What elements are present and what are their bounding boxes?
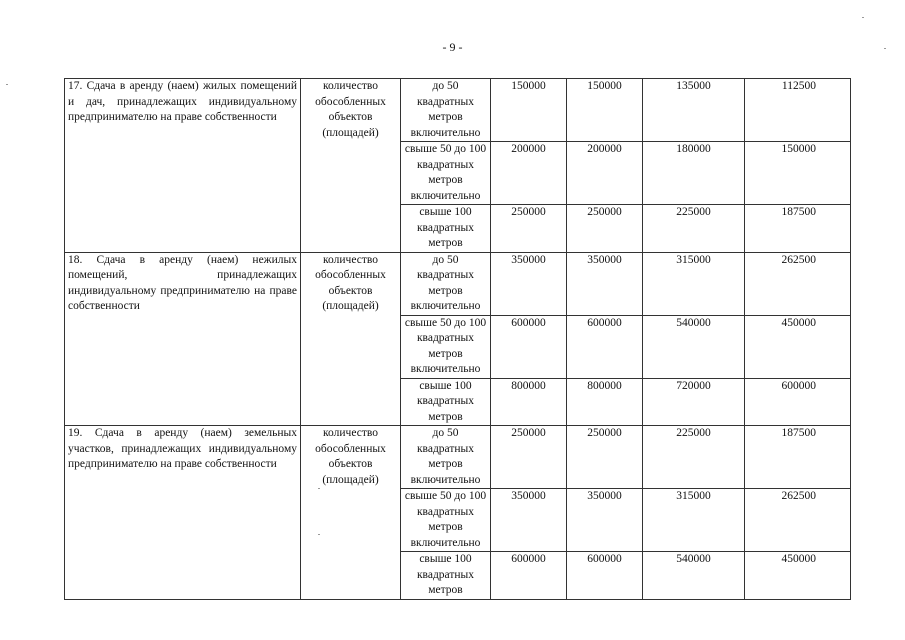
area-range: свыше 100 квадратных метров: [401, 378, 491, 426]
area-range: свыше 100 квадратных метров: [401, 205, 491, 253]
value-cell: 250000: [491, 426, 567, 489]
value-cell: 150000: [745, 142, 851, 205]
value-cell: 187500: [745, 205, 851, 253]
value-cell: 262500: [745, 489, 851, 552]
scan-speck: [862, 17, 864, 18]
value-cell: 350000: [491, 489, 567, 552]
unit-of-measure: количество обособленных объектов (площадей): [301, 426, 401, 600]
value-cell: 187500: [745, 426, 851, 489]
value-cell: 600000: [567, 552, 643, 600]
value-cell: 540000: [643, 552, 745, 600]
value-cell: 150000: [491, 79, 567, 142]
value-cell: 200000: [567, 142, 643, 205]
value-cell: 450000: [745, 552, 851, 600]
area-range: свыше 50 до 100 квадратных метров включительно: [401, 315, 491, 378]
area-range: до 50 квадратных метров включительно: [401, 79, 491, 142]
value-cell: 225000: [643, 205, 745, 253]
value-cell: 135000: [643, 79, 745, 142]
value-cell: 250000: [567, 426, 643, 489]
value-cell: 600000: [567, 315, 643, 378]
scan-speck: [6, 84, 8, 85]
area-range: до 50 квадратных метров включительно: [401, 252, 491, 315]
scan-speck: [318, 488, 320, 489]
table-row: [65, 252, 851, 315]
tax-rate-table: [64, 78, 851, 600]
value-cell: 800000: [567, 378, 643, 426]
value-cell: 450000: [745, 315, 851, 378]
value-cell: 250000: [491, 205, 567, 253]
table-row: [65, 426, 851, 489]
activity-description: 17. Сдача в аренду (наем) жилых помещений и дач, принадлежащих индивидуальному предпринимателю на праве собственности: [65, 79, 301, 253]
activity-description: 19. Сдача в аренду (наем) земельных участков, принадлежащих индивидуальному предпринимателю на праве собственности: [65, 426, 301, 600]
value-cell: 315000: [643, 489, 745, 552]
value-cell: 540000: [643, 315, 745, 378]
value-cell: 600000: [745, 378, 851, 426]
scan-speck: [318, 534, 320, 535]
table-row: [65, 79, 851, 142]
value-cell: 350000: [567, 489, 643, 552]
activity-description: 18. Сдача в аренду (наем) нежилых помещений, принадлежащих индивидуальному предпринимателю на праве собственности: [65, 252, 301, 426]
value-cell: 315000: [643, 252, 745, 315]
value-cell: 350000: [567, 252, 643, 315]
value-cell: 200000: [491, 142, 567, 205]
value-cell: 350000: [491, 252, 567, 315]
value-cell: 180000: [643, 142, 745, 205]
value-cell: 262500: [745, 252, 851, 315]
unit-of-measure: количество обособленных объектов (площадей): [301, 79, 401, 253]
value-cell: 112500: [745, 79, 851, 142]
value-cell: 600000: [491, 315, 567, 378]
scan-speck: [884, 48, 886, 49]
value-cell: 250000: [567, 205, 643, 253]
value-cell: 150000: [567, 79, 643, 142]
area-range: свыше 50 до 100 квадратных метров включительно: [401, 489, 491, 552]
unit-of-measure: количество обособленных объектов (площадей): [301, 252, 401, 426]
area-range: свыше 100 квадратных метров: [401, 552, 491, 600]
page-number: - 9 -: [442, 40, 463, 54]
value-cell: 225000: [643, 426, 745, 489]
value-cell: 600000: [491, 552, 567, 600]
value-cell: 800000: [491, 378, 567, 426]
value-cell: 720000: [643, 378, 745, 426]
area-range: свыше 50 до 100 квадратных метров включительно: [401, 142, 491, 205]
area-range: до 50 квадратных метров включительно: [401, 426, 491, 489]
